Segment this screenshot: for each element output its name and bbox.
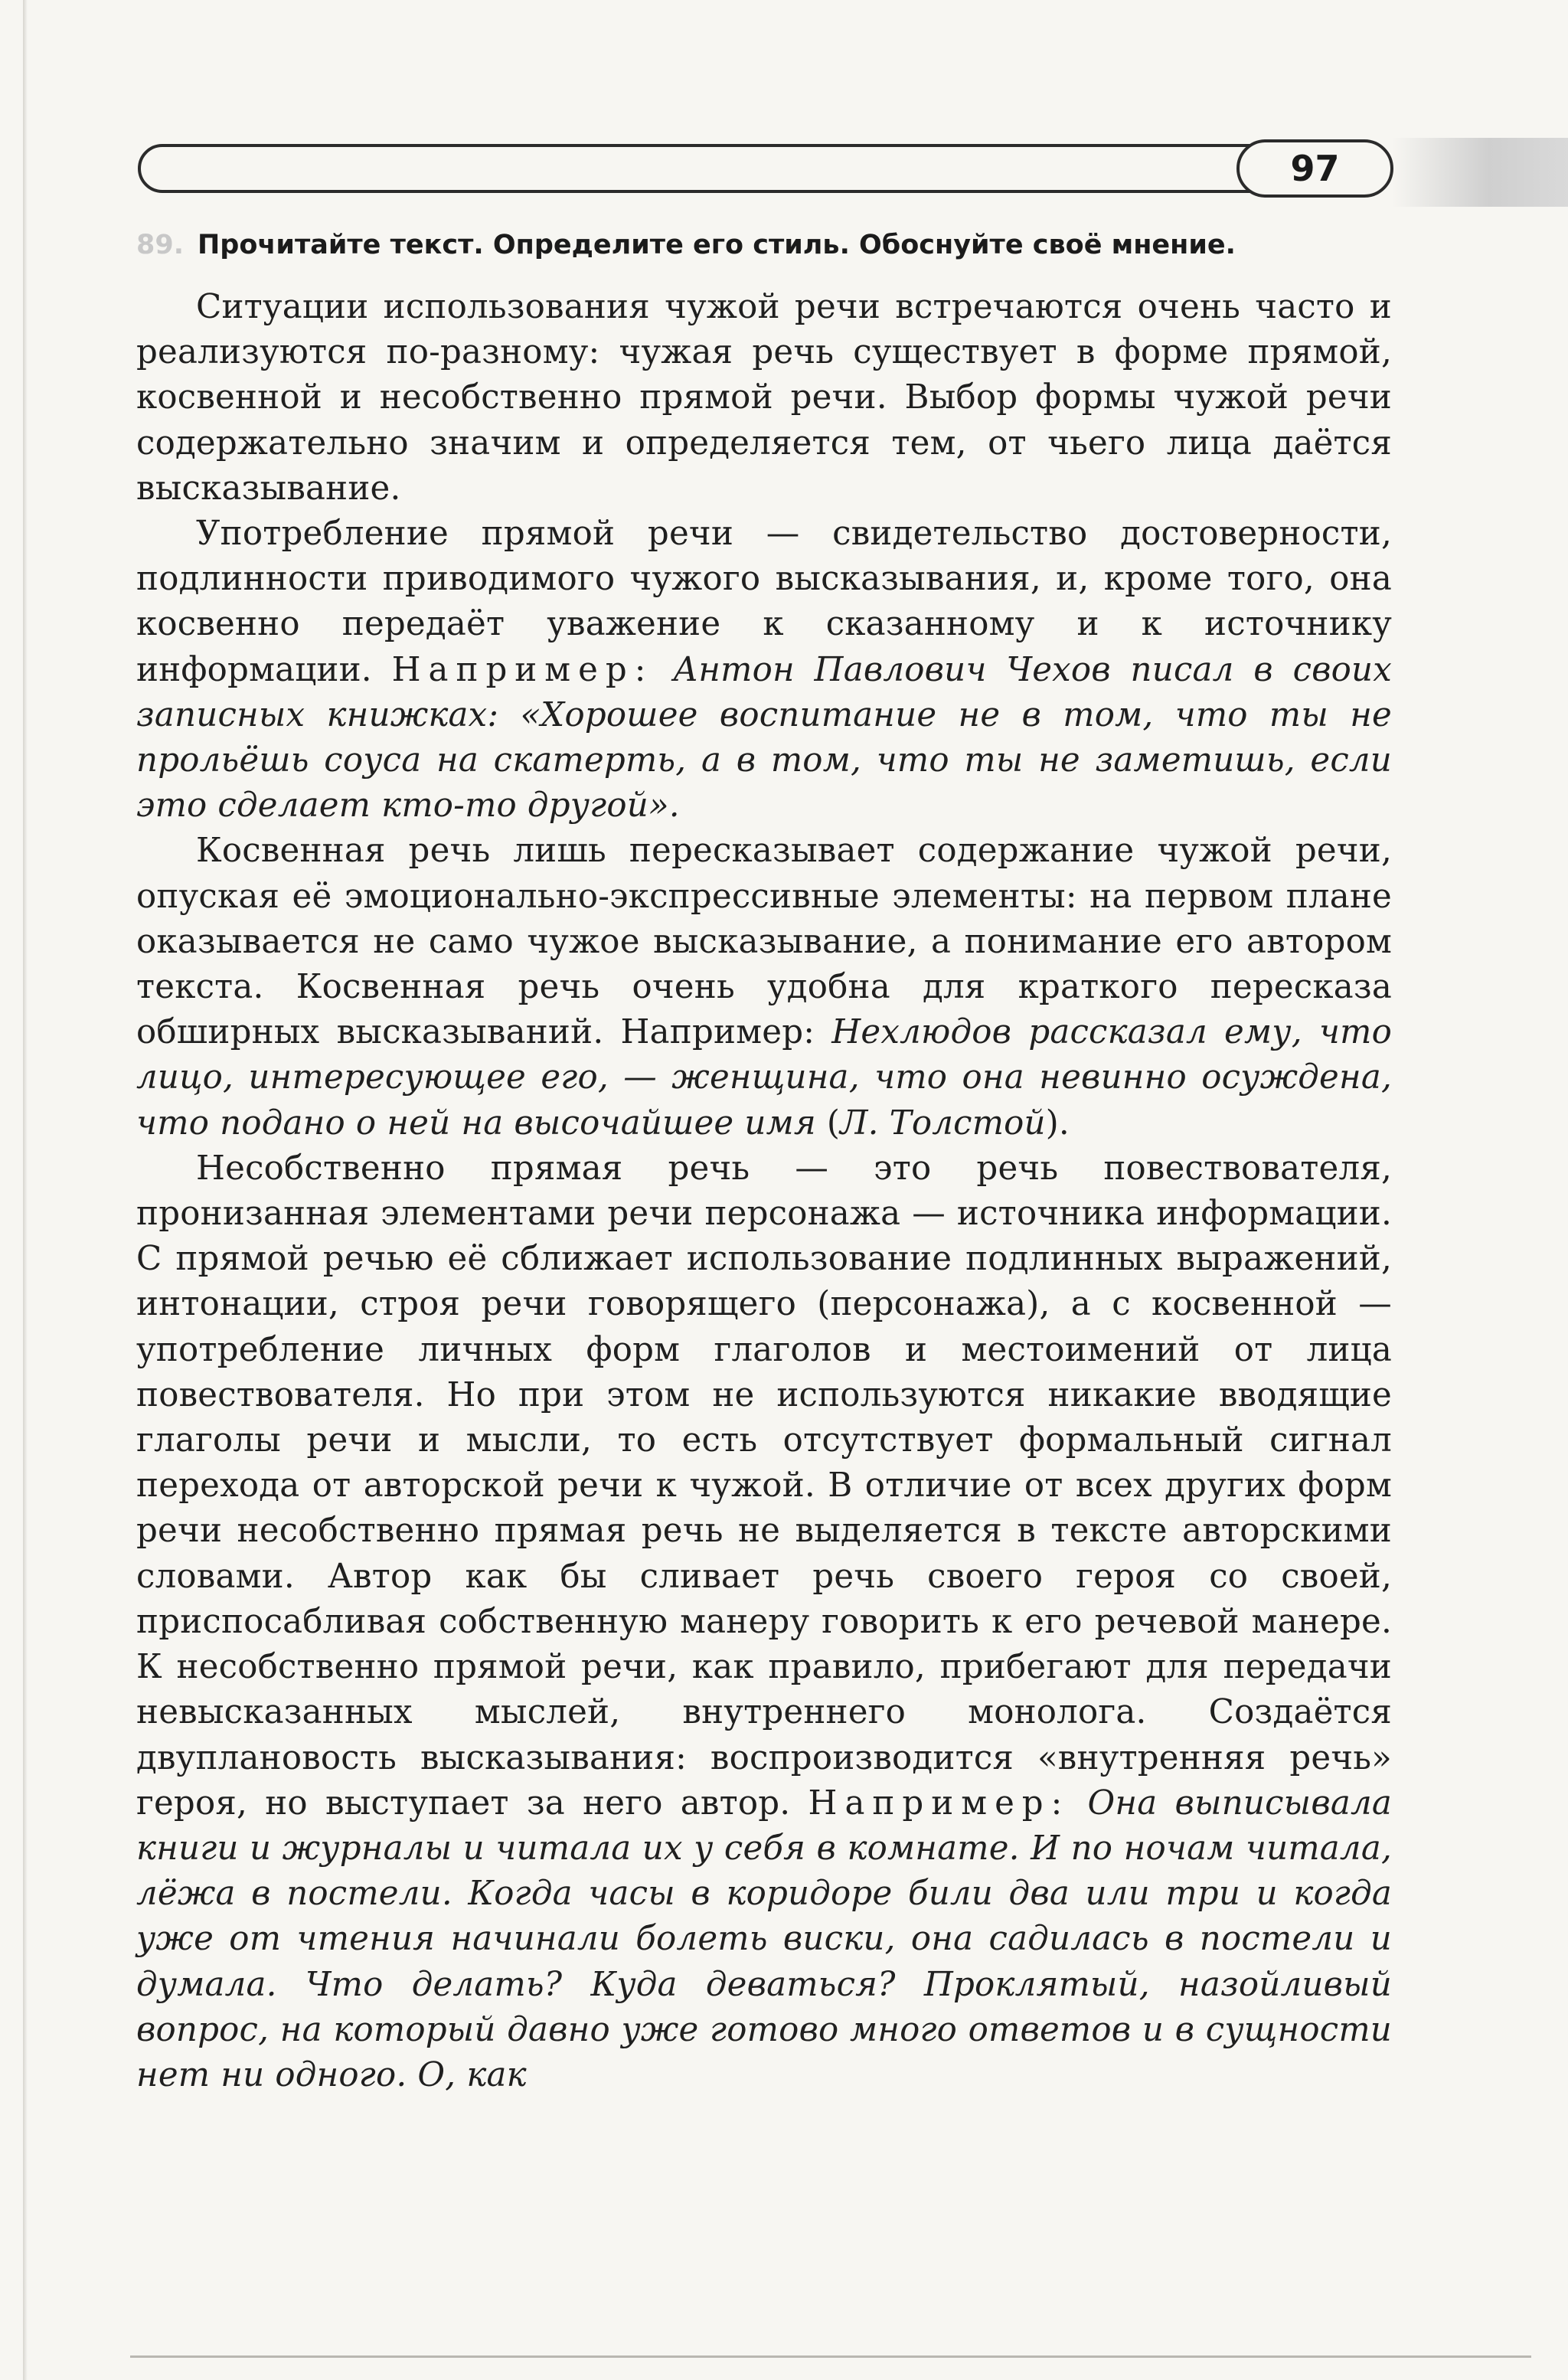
main-text <box>136 285 1392 2098</box>
paragraph-3-example: Нехлюдов рассказал ему, что лицо, интересующее его, — женщина, что она невинно осуждена, что подано о ней на высочайшее имя <box>136 1013 1392 1143</box>
paragraph-3 <box>136 829 1392 1146</box>
page-bottom-edge <box>130 2355 1531 2358</box>
running-header-bar <box>138 144 1370 193</box>
paragraph-3-source-open: ( <box>815 1103 841 1143</box>
task-instruction-line <box>136 222 1400 268</box>
task-instruction: Прочитайте текст. Определите его стиль. Обоснуйте своё мнение. <box>198 230 1236 260</box>
paragraph-4-text: Несобственно прямая речь — это речь повествователя, пронизанная элементами речи персонажа — источника информации. С прямой речью её сближает использование подлинных выражений, интонации, строя речи говорящего (персонажа), а с косвенной — употребление личных форм глаголов и местоимений от лица повествователя. Но при этом не используются никакие вводящие глаголы речи и мысли, то есть отсутствует формальный сигнал перехода от авторской речи к чужой. В отличие от всех других форм речи несобственно прямая речь не выделяется в тексте авторскими словами. Автор как бы сливает речь своего героя со своей, приспосабливая собственную манеру говорить к его речевой манере. К несобственно прямой речи, как правило, прибегают для передачи невысказанных мыслей, внутреннего монолога. Создаётся двуплановость высказывания: воспроизводится «внутренняя речь» героя, но выступает за него автор. <box>136 1149 1392 1823</box>
paragraph-4-example-lead: Например: <box>808 1783 1070 1823</box>
task-number: 89. <box>136 230 185 260</box>
paragraph-2-example: Антон Павлович Чехов писал в своих записных книжках: «Хорошее воспитание не в том, что ты не прольёшь соуса на скатерть, а в том, что ты не заметишь, если это сделает кто-то другой». <box>136 650 1392 825</box>
paragraph-3-text: Косвенная речь лишь пересказывает содержание чужой речи, опуская её эмоционально-экспрессивные элементы: на первом плане оказывается не само чужое высказывание, а понимание его автором текста. Косвенная речь очень удобна для краткого пересказа обширных высказываний. Например: <box>136 832 1392 1052</box>
paragraph-2-text: Употребление прямой речи — свидетельство достоверности, подлинности приводимого чужого высказывания, и, кроме того, она косвенно передаёт уважение к сказанному и к источнику информации. <box>136 515 1392 689</box>
page-edge-shadow <box>1392 138 1568 207</box>
paragraph-1: Ситуации использования чужой речи встречаются очень часто и реализуются по-разному: чужая речь существует в форме прямой, косвенной и несобственно прямой речи. Выбор формы чужой речи содержательно значим и определяется тем, от чьего лица даётся высказывание. <box>136 288 1392 508</box>
paragraph-3-source-close: ). <box>1045 1103 1070 1143</box>
paragraph-3-source: Л. Толстой <box>840 1103 1046 1143</box>
paragraph-2-example-lead: Например: <box>391 650 654 689</box>
paragraph-4 <box>136 1146 1392 2098</box>
paragraph-4-example: Она выписывала книги и журналы и читала их у себя в комнате. И по ночам читала, лёжа в постели. Когда часы в коридоре били два или три и когда уже от чтения начинали болеть виски, она садилась в постели и думала. Что делать? Куда деваться? Проклятый, назойливый вопрос, на который давно уже готово много ответов и в сущности нет ни одного. О, как <box>136 1783 1392 2094</box>
page-number-box <box>1236 139 1393 198</box>
page-number: 97 <box>1290 148 1340 189</box>
page-gutter-shadow <box>23 0 28 2380</box>
paragraph-2 <box>136 512 1392 829</box>
